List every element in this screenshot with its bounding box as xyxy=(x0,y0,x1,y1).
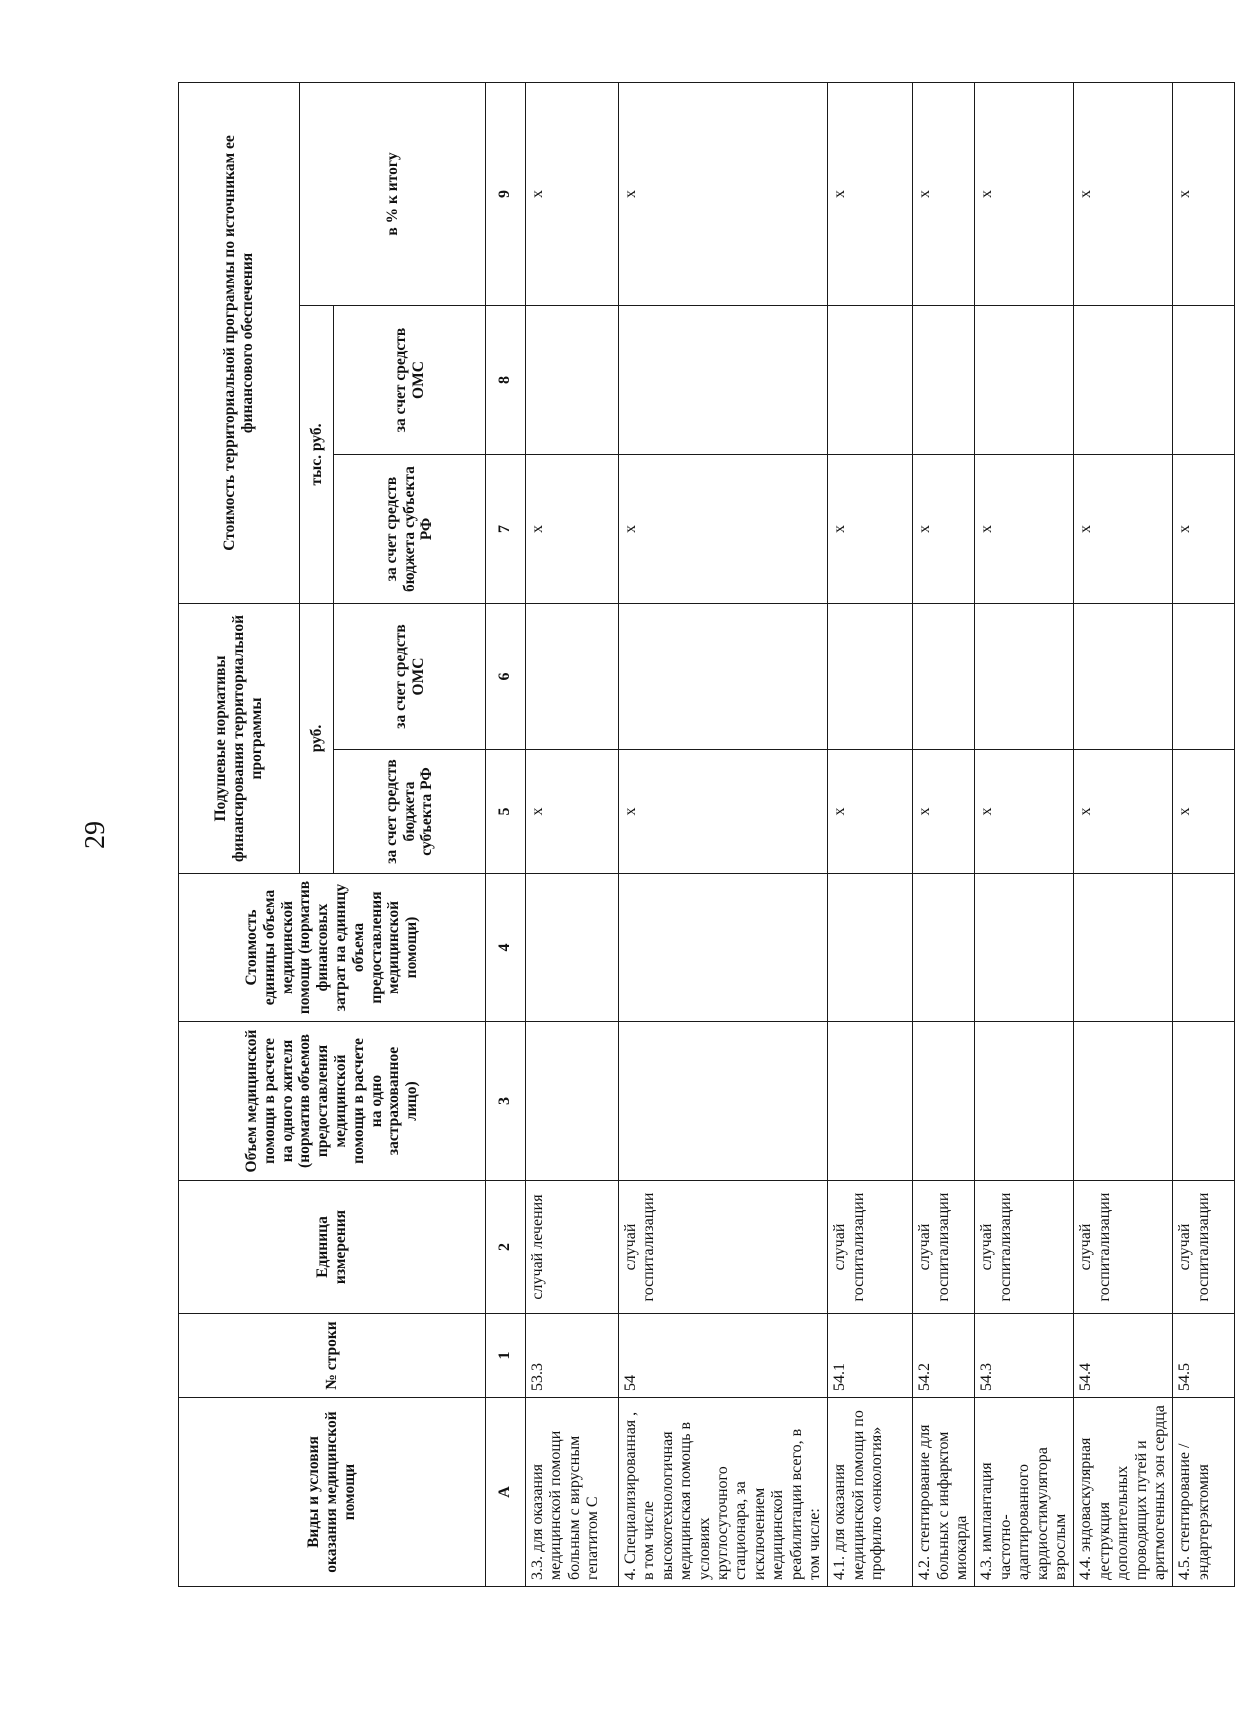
percent-cell: х xyxy=(526,82,619,305)
volume-cell xyxy=(619,1022,828,1181)
header-unit: Единица измерения xyxy=(179,1181,486,1314)
unit-cost-cell xyxy=(1173,874,1235,1022)
budget-cost-cell: х xyxy=(1074,455,1173,604)
unit-cost-cell xyxy=(619,874,828,1022)
table-row xyxy=(619,82,828,1586)
header-per-capita-normatives: Подушевые нормативы финансирования территориальной программы xyxy=(179,604,300,874)
page-number: 29 xyxy=(80,821,111,849)
budget-normative-cell: х xyxy=(526,750,619,874)
budget-cost-cell: х xyxy=(913,455,975,604)
table-row xyxy=(975,82,1074,1586)
header-budget-rf-cost: за счет средств бюджета субъекта РФ xyxy=(334,455,486,604)
percent-cell: х xyxy=(828,82,913,305)
header-rub: руб. xyxy=(300,604,334,874)
service-label: 4. Специализированная , в том числе высокотехнологичная медицинская помощь в условиях круглосуточного стационара, за исключением медицинской реабилитации всего, в том числе: xyxy=(619,1398,828,1587)
header-budget-rf-normative: за счет средств бюджета субъекта РФ xyxy=(334,750,486,874)
oms-normative-cell xyxy=(913,604,975,750)
row-number: 54.1 xyxy=(828,1314,913,1398)
header-oms-normative: за счет средств ОМС xyxy=(334,604,486,750)
budget-normative-cell: х xyxy=(1074,750,1173,874)
oms-cost-cell xyxy=(828,306,913,455)
row-number: 54.3 xyxy=(975,1314,1074,1398)
percent-cell: х xyxy=(619,82,828,305)
column-index-cell: 7 xyxy=(486,455,526,604)
volume-cell xyxy=(828,1022,913,1181)
rotated-table-container xyxy=(178,83,1212,1587)
column-index-cell: 6 xyxy=(486,604,526,750)
table-row xyxy=(1173,82,1235,1586)
unit-cell: случай лечения xyxy=(526,1181,619,1314)
oms-normative-cell xyxy=(526,604,619,750)
service-label: 4.3. имплантация частотно-адаптированного кардиостимулятора взрослым xyxy=(975,1398,1074,1587)
volume-cell xyxy=(526,1022,619,1181)
table-row xyxy=(828,82,913,1586)
percent-cell: х xyxy=(1173,82,1235,305)
column-index-cell: А xyxy=(486,1398,526,1587)
percent-cell: х xyxy=(975,82,1074,305)
header-volume: Объем медицинской помощи в расчете на одного жителя (норматив объемов предоставления медицинской помощи в расчете на одно застрахованное лицо) xyxy=(179,1022,486,1181)
table-row xyxy=(1074,82,1173,1586)
oms-cost-cell xyxy=(526,306,619,455)
budget-cost-cell: х xyxy=(975,455,1074,604)
budget-normative-cell: х xyxy=(828,750,913,874)
oms-normative-cell xyxy=(975,604,1074,750)
service-label: 4.5. стентирование / эндартерэктомия xyxy=(1173,1398,1235,1587)
volume-cell xyxy=(1074,1022,1173,1181)
oms-cost-cell xyxy=(913,306,975,455)
budget-cost-cell: х xyxy=(526,455,619,604)
column-index-cell: 8 xyxy=(486,306,526,455)
unit-cell: случай госпитализации xyxy=(1074,1181,1173,1314)
percent-cell: х xyxy=(913,82,975,305)
unit-cell: случай госпитализации xyxy=(828,1181,913,1314)
oms-normative-cell xyxy=(1074,604,1173,750)
header-thousand-rub: тыс. руб. xyxy=(300,306,334,604)
budget-cost-cell: х xyxy=(619,455,828,604)
header-program-cost: Стоимость территориальной программы по источникам ее финансового обеспечения xyxy=(179,82,300,603)
oms-normative-cell xyxy=(828,604,913,750)
unit-cost-cell xyxy=(526,874,619,1022)
table-row xyxy=(913,82,975,1586)
unit-cost-cell xyxy=(828,874,913,1022)
budget-normative-cell: х xyxy=(913,750,975,874)
header-percent-of-total: в % к итогу xyxy=(300,82,486,305)
volume-cell xyxy=(913,1022,975,1181)
budget-normative-cell: х xyxy=(975,750,1074,874)
row-number: 53.3 xyxy=(526,1314,619,1398)
row-number: 54.4 xyxy=(1074,1314,1173,1398)
header-unit-cost: Стоимость единицы объема медицинской помощи (норматив финансовых затрат на единицу объема предоставления медицинской помощи) xyxy=(179,874,486,1022)
table-row xyxy=(526,82,619,1586)
column-index-cell: 5 xyxy=(486,750,526,874)
header-services: Виды и условия оказания медицинской помощи xyxy=(179,1398,486,1587)
header-row-1 xyxy=(179,82,300,1586)
oms-cost-cell xyxy=(1173,306,1235,455)
service-label: 4.1. для оказания медицинской помощи по профилю «онкология» xyxy=(828,1398,913,1587)
column-index-row xyxy=(486,82,526,1586)
service-label: 4.2. стентирование для больных с инфарктом миокарда xyxy=(913,1398,975,1587)
percent-cell: х xyxy=(1074,82,1173,305)
unit-cell: случай госпитализации xyxy=(1173,1181,1235,1314)
column-index-cell: 9 xyxy=(486,82,526,305)
budget-cost-cell: х xyxy=(1173,455,1235,604)
column-index-cell: 4 xyxy=(486,874,526,1022)
header-row-number: № строки xyxy=(179,1314,486,1398)
oms-cost-cell xyxy=(1074,306,1173,455)
volume-cell xyxy=(975,1022,1074,1181)
column-index-cell: 1 xyxy=(486,1314,526,1398)
program-cost-table xyxy=(178,82,1235,1587)
oms-normative-cell xyxy=(1173,604,1235,750)
column-index-cell: 3 xyxy=(486,1022,526,1181)
row-number: 54.5 xyxy=(1173,1314,1235,1398)
oms-cost-cell xyxy=(975,306,1074,455)
column-index-cell: 2 xyxy=(486,1181,526,1314)
unit-cell: случай госпитализации xyxy=(975,1181,1074,1314)
unit-cost-cell xyxy=(913,874,975,1022)
budget-cost-cell: х xyxy=(828,455,913,604)
unit-cell: случай госпитализации xyxy=(913,1181,975,1314)
header-oms-cost: за счет средств ОМС xyxy=(334,306,486,455)
service-label: 3.3. для оказания медицинской помощи больным с вирусным гепатитом С xyxy=(526,1398,619,1587)
service-label: 4.4. эндоваскулярная деструкция дополнительных проводящих путей и аритмогенных зон сердца xyxy=(1074,1398,1173,1587)
unit-cost-cell xyxy=(1074,874,1173,1022)
oms-cost-cell xyxy=(619,306,828,455)
budget-normative-cell: х xyxy=(1173,750,1235,874)
budget-normative-cell: х xyxy=(619,750,828,874)
row-number: 54.2 xyxy=(913,1314,975,1398)
volume-cell xyxy=(1173,1022,1235,1181)
unit-cell: случай госпитализации xyxy=(619,1181,828,1314)
unit-cost-cell xyxy=(975,874,1074,1022)
row-number: 54 xyxy=(619,1314,828,1398)
oms-normative-cell xyxy=(619,604,828,750)
